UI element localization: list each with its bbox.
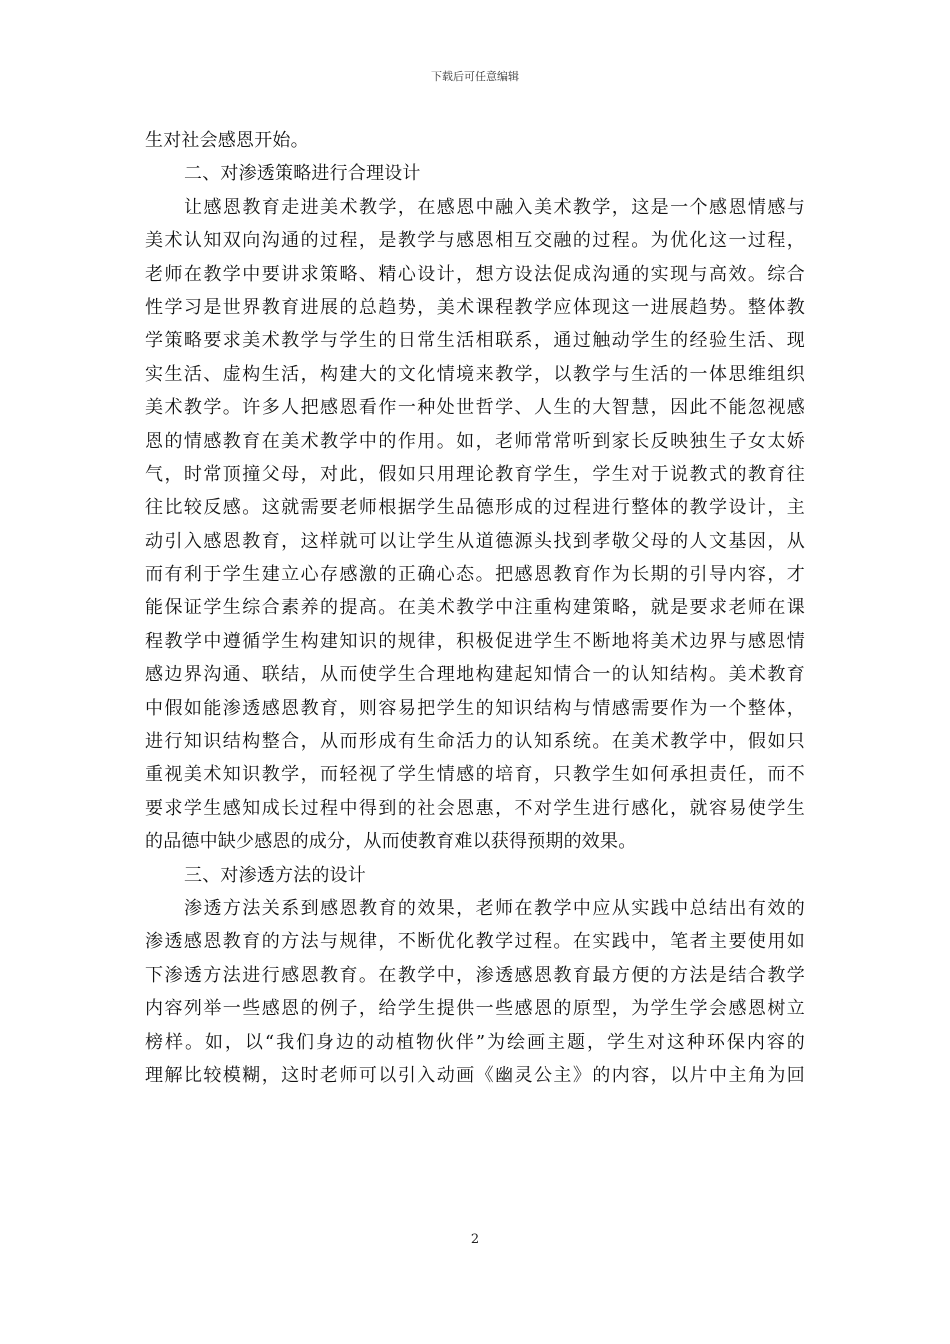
text-line: 美术教学。许多人把感恩看作一种处世哲学、人生的大智慧，因此不能忽视感: [145, 397, 805, 419]
text-line: 理解比较模糊，这时老师可以引入动画《幽灵公主》的内容，以片中主角为回: [145, 1064, 805, 1086]
text-line: 学策略要求美术教学与学生的日常生活相联系，通过触动学生的经验生活、现: [145, 330, 805, 352]
text-line: 实生活、虚构生活，构建大的文化情境来教学，以教学与生活的一体思维组织: [145, 363, 805, 385]
text-line: 榜样。如，以“我们身边的动植物伙伴”为绘画主题，学生对这种环保内容的: [145, 1031, 805, 1053]
text-line: 程教学中遵循学生构建知识的规律，积极促进学生不断地将美术边界与感恩情: [145, 630, 805, 652]
text-line: 进行知识结构整合，从而形成有生命活力的认知系统。在美术教学中，假如只: [145, 731, 805, 753]
text-line: 内容列举一些感恩的例子，给学生提供一些感恩的原型，为学生学会感恩树立: [145, 998, 805, 1020]
text-line: 美术认知双向沟通的过程，是教学与感恩相互交融的过程。为优化这一过程，: [145, 230, 805, 252]
paragraph-first-line: 渗透方法关系到感恩教育的效果，老师在教学中应从实践中总结出有效的: [184, 897, 805, 919]
page-number: 2: [470, 1232, 480, 1247]
text-line: 重视美术知识教学，而轻视了学生情感的培育，只教学生如何承担责任，而不: [145, 764, 805, 786]
text-line: 气，时常顶撞父母，对此，假如只用理论教育学生，学生对于说教式的教育往: [145, 463, 805, 485]
text-line: 往比较反感。这就需要老师根据学生品德形成的过程进行整体的教学设计，主: [145, 497, 805, 519]
text-line: 感边界沟通、联结，从而使学生合理地构建起知情合一的认知结构。美术教育: [145, 664, 805, 686]
paragraph-first-line: 让感恩教育走进美术教学，在感恩中融入美术教学，这是一个感恩情感与: [184, 196, 805, 218]
section-heading: 二、对渗透策略进行合理设计: [184, 163, 421, 185]
header-note: 下载后可任意编辑: [431, 70, 519, 83]
text-line: 生对社会感恩开始。: [145, 130, 309, 151]
text-line: 下渗透方法进行感恩教育。在教学中，渗透感恩教育最方便的方法是结合教学: [145, 964, 805, 986]
text-line: 能保证学生综合素养的提高。在美术教学中注重构建策略，就是要求老师在课: [145, 597, 805, 619]
text-line: 动引入感恩教育，这样就可以让学生从道德源头找到孝敬父母的人文基因，从: [145, 530, 805, 552]
text-line: 恩的情感教育在美术教学中的作用。如，老师常常听到家长反映独生子女太娇: [145, 430, 805, 452]
text-line: 中假如能渗透感恩教育，则容易把学生的知识结构与情感需要作为一个整体，: [145, 697, 805, 719]
body-text: [145, 124, 805, 1092]
text-line: 老师在教学中要讲求策略、精心设计，想方设法促成沟通的实现与高效。综合: [145, 263, 805, 285]
text-line: 要求学生感知成长过程中得到的社会恩惠，不对学生进行感化，就容易使学生: [145, 797, 805, 819]
text-line: 的品德中缺少感恩的成分，从而使教育难以获得预期的效果。: [145, 831, 637, 853]
text-line: 而有利于学生建立心存感激的正确心态。把感恩教育作为长期的引导内容，才: [145, 564, 805, 586]
text-line: 性学习是世界教育进展的总趋势，美术课程教学应体现这一进展趋势。整体教: [145, 296, 805, 318]
text-line: 渗透感恩教育的方法与规律，不断优化教学过程。在实践中，笔者主要使用如: [145, 931, 805, 953]
section-heading: 三、对渗透方法的设计: [184, 864, 366, 886]
